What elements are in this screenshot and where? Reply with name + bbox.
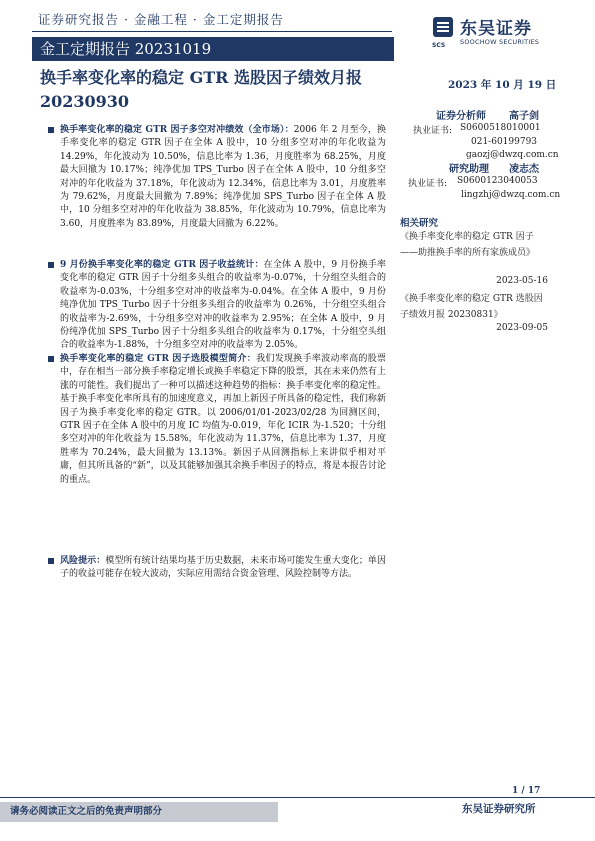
analyst-email[interactable]: gaozj@dwzq.com.cn xyxy=(466,150,559,160)
bullet-square-icon xyxy=(48,127,54,133)
bullet-body: 2006 年 2 月至今，换手率变化率的稳定 GTR 因子在全体 A 股中，10 分组多空对冲的年化收益为 14.29%，年化波动为 10.50%，信息比率为 1.36，月度胜率为 68.25%，月度最大回撤为 10.17%；纯净优加 TPS_Turbo 因子在全体 A 股中，10 分组多空对冲的年化收益为 37.18%，年化波动为 12.34%，信息比率为 3.01，月度胜率为 79.62%，月度最大回撤为 7.89%；纯净优加 SPS_Turbo 因子在全体 A 股中，10 分组多空对冲的年化收益为 38.85%，年化波动为 10.79%，信息比率为 3.60，月度胜率为 83.89%，月度最大回撤为 6.22%。 xyxy=(60,125,386,229)
disclaimer-notice: 请务必阅读正文之后的免责声明部分 xyxy=(0,802,278,822)
bullet-body: 我们发现换手率波动率高的股票中，存在相当一部分换手率稳定增长或换手率稳定下降的股票，其在未来仍然有上涨的可能性。我们提出了一种可以描述这种趋势的指标：换手率变化率的稳定性。基于换手率变化率所具有的加速度意义，再加上新因子所具备的稳定性，我们称新因子为换手率变化率的稳定 GTR。以 2006/01/01-2023/02/28 为回测区间，GTR 因子在全体 A 股中的月度 IC 均值为-0.019，年化 ICIR 为-1.520；十分组多空对冲的年化收益为 15.58%，年化波动为 11.37%，信息比率为 1.37，月度胜率为 70.24%，最大回撤为 13.13%。新因子从回测指标上来讲似乎相对平庸，但其所具备的“新”，以及其能够加强其余换手率因子的特点，将是本报告讨论的重点。 xyxy=(60,354,386,485)
bullet-heading: 风险提示： xyxy=(60,556,106,566)
bullet-square-icon xyxy=(48,262,54,268)
related-item-date: 2023-05-16 xyxy=(496,276,548,286)
firm-name: 东吴证券研究所 xyxy=(462,803,536,815)
report-band: 金工定期报告 20231019 xyxy=(32,37,394,61)
summary-bullet xyxy=(48,555,386,582)
bullet-square-icon xyxy=(48,558,54,564)
related-item-date: 2023-09-05 xyxy=(496,323,548,333)
logo-cn: 东吴证券 xyxy=(460,19,532,39)
assistant-email[interactable]: lingzhj@dwzq.com.cn xyxy=(461,190,561,200)
summary-bullet xyxy=(48,124,386,231)
page-number: 1 / 17 xyxy=(512,786,541,796)
related-research-title: 相关研究 xyxy=(400,218,439,229)
related-item-title[interactable]: 《换手率变化率的稳定 GTR 选股因子绩效月报 20230831》 xyxy=(400,294,543,320)
bullet-square-icon xyxy=(48,356,54,362)
logo-en: SOOCHOW SECURITIES xyxy=(460,38,540,46)
bullet-heading: 换手率变化率的稳定 GTR 因子选股模型简介： xyxy=(60,354,257,364)
bullet-body: 在全体 A 股中，9 月份换手率变化率的稳定 GTR 因子十分组多头组合的收益率为-0.07%，十分组空头组合的收益率为-0.03%，十分组多空对冲的收益率为-0.04%。在全体 A 股中，9 月份纯净优加 TPS_Turbo 因子十分组多头组合的收益率为 0.26%，十分组空头组合的收益率为-2.69%，十分组多空对冲的收益率为 2.95%；在全体 A 股中，9 月份纯净优加 SPS_Turbo 因子十分组多头组合的收益率为 0.17%，十分组空头组合的收益率为-1.88%，十分组多空对冲的收益率为 2.05%。 xyxy=(60,260,386,351)
analyst-role: 证券分析师 xyxy=(436,111,486,122)
analyst-license-label: 执业证书: xyxy=(413,126,453,136)
analyst-name: 高子剑 xyxy=(509,111,539,122)
report-title: 换手率变化率的稳定 GTR 选股因子绩效月报 20230930 xyxy=(40,68,363,111)
report-category-label: 证券研究报告 · 金融工程 · 金工定期报告 xyxy=(32,8,392,32)
bullet-heading: 换手率变化率的稳定 GTR 因子多空对冲绩效（全市场）： xyxy=(60,125,294,135)
related-item-title[interactable]: 《换手率变化率的稳定 GTR 因子——助推换手率的所有家族成员》 xyxy=(400,232,536,258)
logo-mark-text: SCS xyxy=(432,42,446,49)
assistant-role: 研究助理 xyxy=(449,164,489,175)
company-logo xyxy=(432,14,562,54)
report-date: 2023 年 10 月 19 日 xyxy=(448,79,557,91)
bullet-heading: 9 月份换手率变化率的稳定 GTR 因子收益统计： xyxy=(60,260,264,270)
analyst-license: S0600518010001 xyxy=(460,123,541,133)
logo-mark-icon xyxy=(432,16,454,38)
assistant-license: S0600123040053 xyxy=(457,176,538,186)
assistant-name: 凌志杰 xyxy=(509,164,539,175)
analyst-phone: 021-60199793 xyxy=(471,137,538,147)
summary-bullet xyxy=(48,353,386,487)
footer-divider xyxy=(0,797,595,798)
bullet-body: 模型所有统计结果均基于历史数据，未来市场可能发生重大变化；单因子的收益可能存在较大波动，实际应用需结合资金管理、风险控制等方法。 xyxy=(60,556,386,580)
summary-bullet xyxy=(48,259,386,353)
assistant-license-label: 执业证书: xyxy=(408,179,448,189)
